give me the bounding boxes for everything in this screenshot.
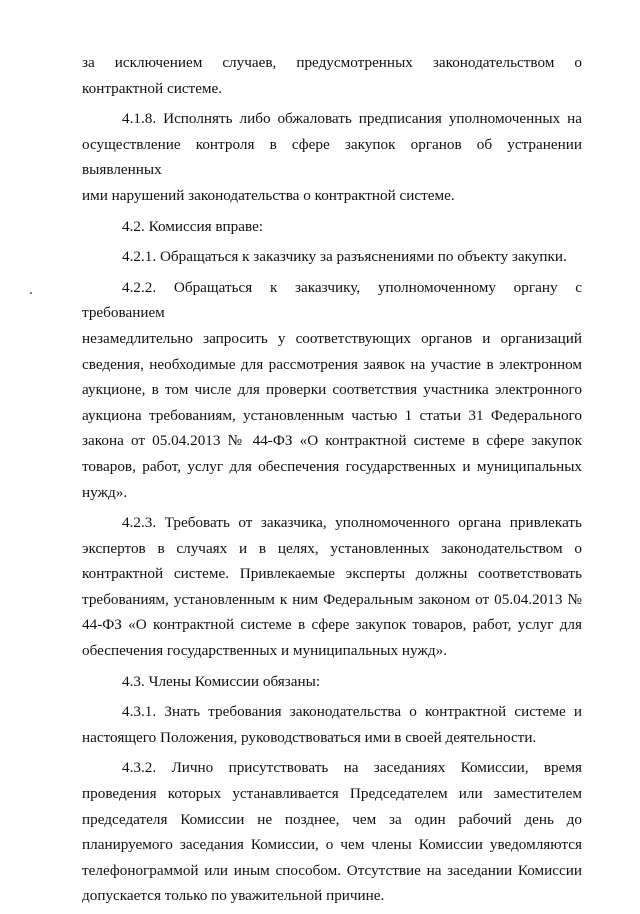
text-line: требованиям, установленным к ним Федеральным законом от 05.04.2013 № <box>82 590 582 608</box>
text-line: 4.2.2. Обращаться к заказчику, уполномоченному органу с требованием <box>82 278 582 322</box>
paragraph-4-2-3 <box>82 510 582 664</box>
text-line: незамедлительно запросить у соответствующих органов и организаций <box>82 329 582 347</box>
text-line: планируемого заседания Комиссии, о чем члены Комиссии уведомляются <box>82 836 582 854</box>
text-line: контрактной системе. <box>82 79 223 97</box>
paragraph-4-2 <box>82 214 582 240</box>
text-line: председателя Комиссии не позднее, чем за один рабочий день до <box>82 810 582 828</box>
scan-speck <box>30 292 32 294</box>
text-line: закона от 05.04.2013 № 44-ФЗ «О контрактной системе в сфере закупок <box>82 432 582 450</box>
text-line: сведения, необходимые для рассмотрения заявок на участие в электронном <box>82 355 582 373</box>
text-line: телефонограммой или иным способом. Отсутствие на заседании Комиссии <box>82 861 582 879</box>
paragraph-4-1-8 <box>82 106 582 208</box>
text-line: экспертов в случаях и в целях, установленных законодательством о <box>82 539 582 557</box>
text-line: 4.3.1. Знать требования законодательства о контрактной системе и <box>122 703 582 721</box>
text-line: 4.2. Комиссия вправе: <box>122 217 264 235</box>
text-line: ими нарушений законодательства о контрактной системе. <box>82 186 455 204</box>
text-line: 4.1.8. Исполнять либо обжаловать предписания уполномоченных на <box>122 110 582 128</box>
text-line: 4.2.1. Обращаться к заказчику за разъяснениями по объекту закупки. <box>122 248 567 266</box>
paragraph-4-3-2 <box>82 755 582 909</box>
text-line: контрактной системе. Привлекаемые эксперты должны соответствовать <box>82 565 582 583</box>
paragraph-4-3 <box>82 669 582 695</box>
paragraph-4-3-1 <box>82 699 582 750</box>
text-line: 44-ФЗ «О контрактной системе в сфере закупок товаров, работ, услуг для <box>82 616 582 634</box>
text-line: осуществление контроля в сфере закупок органов об устранении выявленных <box>82 135 582 179</box>
text-line: товаров, работ, услуг для обеспечения государственных и муниципальных <box>82 457 582 475</box>
text-line: проведения которых устанавливается Председателем или заместителем <box>82 785 582 803</box>
text-line: за исключением случаев, предусмотренных законодательством о <box>82 54 582 71</box>
text-line: допускается только по уважительной причине. <box>82 887 385 905</box>
text-line: обеспечения государственных и муниципальных нужд». <box>82 642 448 660</box>
text-line: нужд». <box>82 483 128 501</box>
text-line: настоящего Положения, руководствоваться ими в своей деятельности. <box>82 728 537 746</box>
text-line: 4.2.3. Требовать от заказчика, уполномоченного органа привлекать <box>122 514 582 532</box>
text-line: 4.3. Члены Комиссии обязаны: <box>122 672 321 690</box>
paragraph-4-2-1 <box>82 244 582 270</box>
document-page <box>82 50 582 914</box>
text-line: аукциона требованиям, установленным частью 1 статьи 31 Федерального <box>82 406 582 424</box>
paragraph-4-2-2 <box>82 275 582 505</box>
paragraph-continuation <box>82 50 582 101</box>
text-line: аукционе, в том числе для проверки соответствия участника электронного <box>82 381 582 399</box>
text-line: 4.3.2. Лично присутствовать на заседаниях Комиссии, время <box>122 759 582 777</box>
